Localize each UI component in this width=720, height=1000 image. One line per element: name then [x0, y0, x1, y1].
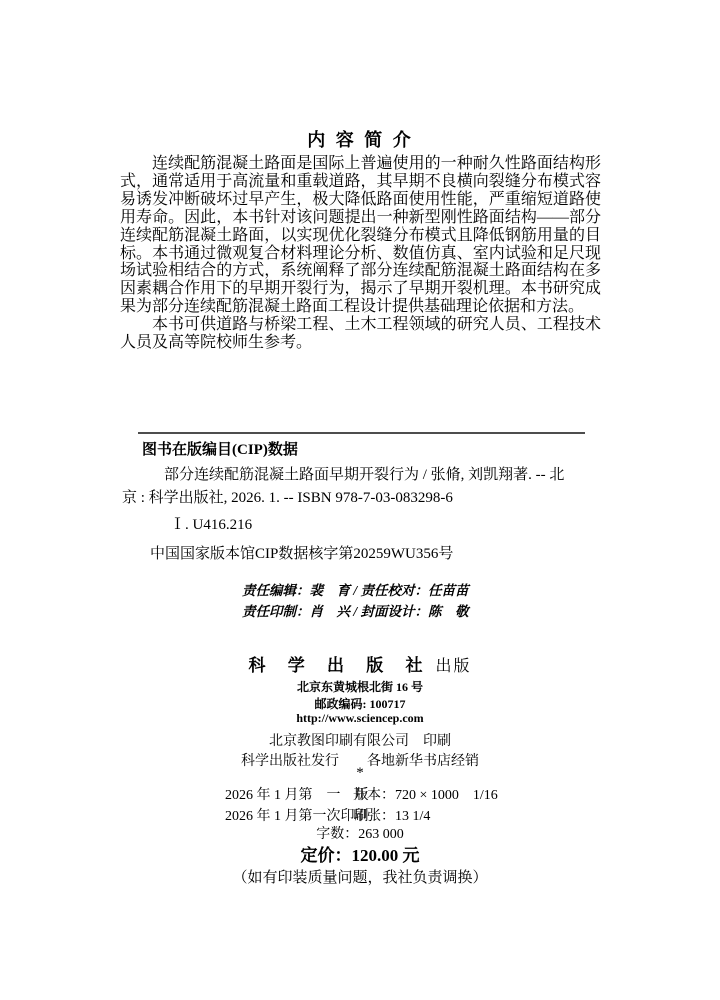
distribution-line: 科学出版社发行 各地新华书店经销	[241, 754, 479, 769]
intro-paragraph-2: 本书可供道路与桥梁工程、土木工程领域的研究人员、工程技术人员及高等院校师生参考。	[120, 316, 601, 352]
credits-line-editor: 责任编辑：裴 育 / 责任校对：任苗苗	[242, 583, 469, 598]
staff-credits	[242, 580, 469, 622]
intro-paragraph-1: 连续配筋混凝土路面是国际上普遍使用的一种耐久性路面结构形式，通常适用于高流量和重载道路，其早期不良横向裂缝分布模式容易诱发冲断破坏过早产生，极大降低路面使用性能，严重缩短道路使用寿命。因此，本书针对该问题提出一种新型刚性路面结构——部分连续配筋混凝土路面，以实现优化裂缝分布模式且降低钢筋用量的目标。本书通过微观复合材料理论分析、数值仿真、室内试验和足尺现场试验相结合的方式，系统阐释了部分连续配筋混凝土路面结构在多因素耦合作用下的早期开裂行为，揭示了早期开裂机理。本书研究成果为部分连续配筋混凝土路面工程设计提供基础理论依据和方法。	[120, 155, 601, 316]
publisher-line	[0, 651, 720, 676]
cip-heading: 图书在版编目(CIP)数据	[142, 442, 298, 458]
edition-row-1	[225, 784, 545, 802]
publisher-suffix: 出版	[435, 658, 472, 675]
quality-note: （如有印装质量问题，我社负责调换）	[232, 870, 488, 886]
cip-record-number: 中国国家版本馆CIP数据核字第20259WU356号	[150, 546, 454, 562]
intro-body	[120, 155, 601, 352]
cip-divider-rule	[138, 432, 585, 434]
price: 定价：120.00 元	[300, 846, 420, 865]
publisher-website: http://www.sciencep.com	[296, 711, 424, 725]
printed-sheets: 印张：13 1/4	[353, 809, 431, 824]
book-format: 开本：720 × 1000 1/16	[353, 788, 498, 803]
publisher-postcode: 邮政编码: 100717	[314, 697, 406, 711]
credits-line-printing: 责任印制：肖 兴 / 封面设计：陈 敬	[242, 604, 469, 619]
printer-line: 北京教图印刷有限公司 印刷	[269, 734, 451, 749]
word-count: 字数：263 000	[316, 827, 404, 842]
edition-row-2	[225, 805, 545, 823]
cip-entry-line-2: 京 : 科学出版社, 2026. 1. -- ISBN 978-7-03-083298-6	[122, 490, 453, 506]
publisher-address: 北京东黄城根北街 16 号	[296, 680, 423, 694]
intro-title: 内 容 简 介	[307, 130, 414, 150]
cip-classification: Ⅰ. U416.216	[170, 517, 253, 533]
printing-date: 2026 年 1 月第一次印刷	[225, 809, 369, 824]
edition-date: 2026 年 1 月第 一 版	[225, 788, 369, 803]
asterisk-divider: *	[356, 765, 364, 781]
cip-entry-line-1: 部分连续配筋混凝土路面早期开裂行为 / 张脩, 刘凯翔著. -- 北	[164, 467, 565, 483]
publisher-logo: 科 学 出 版 社	[248, 656, 432, 675]
